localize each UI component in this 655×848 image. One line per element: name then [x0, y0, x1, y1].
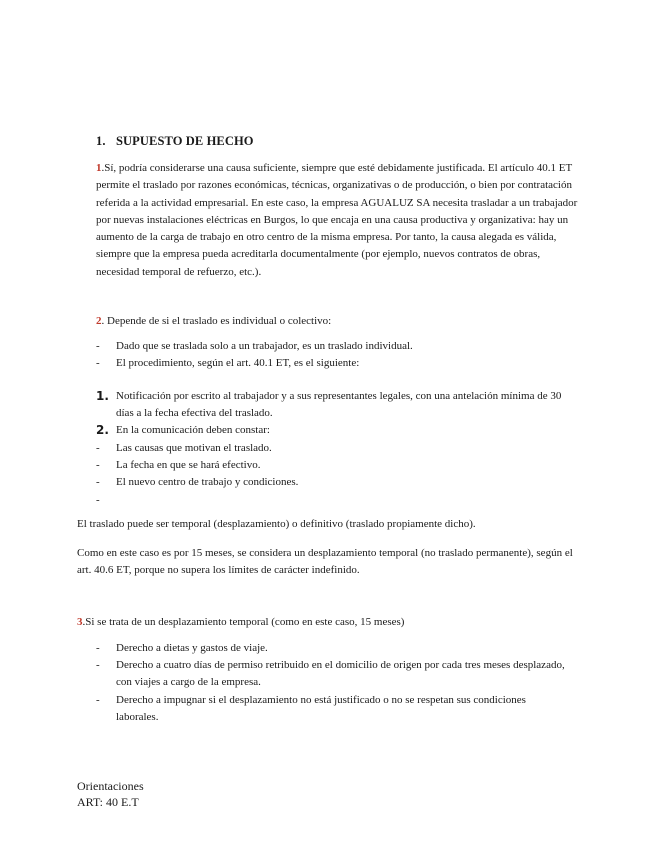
answer-1-text: .Sí, podría considerarse una causa suficiente, siempre que esté debidamente justificada. El artículo 40.1 ET permite el traslado por razones económicas, técnicas, organizativas o de producción, o bien por contratación referida a la actividad empresarial. En este caso, la empresa AGUALUZ SA necesita trasladar a un trabajador por nuevas instalaciones eléctricas en Burgos, lo que encaja en una causa productiva y organizativa: hay un aumento de la carga de trabajo en otro centro de la misma empresa. Por tanto, la causa alegada es válida, siempre que la empresa pueda acreditarla documentalmente (por ejemplo, nuevos contratos de obras, necesidad temporal de refuerzo, etc.).	[96, 162, 578, 278]
list-item: - Derecho a dietas y gastos de viaje.	[96, 640, 570, 657]
section-number: 1.	[96, 134, 106, 148]
footer-article: ART: 40 E.T	[77, 795, 139, 809]
answer-1	[96, 160, 580, 281]
answer-3-bullets	[96, 640, 570, 726]
procedure-step	[96, 388, 580, 422]
communication-contents	[96, 440, 580, 492]
answer-2-intro	[96, 313, 580, 330]
list-item: - El nuevo centro de trabajo y condiciones.	[96, 474, 580, 491]
answer-1-number: 1	[96, 162, 102, 174]
list-item: - Las causas que motivan el traslado.	[96, 440, 580, 457]
answer-3-number: 3	[77, 616, 83, 628]
step-number: 1.	[96, 389, 109, 403]
list-item: - El procedimiento, según el art. 40.1 ET, es el siguiente:	[96, 355, 580, 372]
list-item: - Dado que se traslada solo a un trabajador, es un traslado individual.	[96, 338, 580, 355]
list-item: - La fecha en que se hará efectivo.	[96, 457, 580, 474]
transfer-type-paragraph: El traslado puede ser temporal (desplazamiento) o definitivo (traslado propiamente dicho).	[77, 518, 476, 530]
case-paragraph: Como en este caso es por 15 meses, se considera un desplazamiento temporal (no traslado permanente), según el art. 40.6 ET, porque no supera los límites de carácter indefinido.	[77, 547, 573, 577]
answer-2-bullets	[96, 338, 580, 372]
footer-orientaciones: Orientaciones	[77, 779, 144, 793]
list-item: - Derecho a cuatro días de permiso retribuido en el domicilio de origen por cada tres meses desplazado, con viajes a cargo de la empresa.	[96, 657, 570, 691]
section-title-text: SUPUESTO DE HECHO	[116, 134, 254, 148]
answer-3-intro	[77, 614, 577, 631]
step-text: En la comunicación deben constar:	[116, 424, 270, 436]
answer-3-intro-text: .Si se trata de un desplazamiento temporal (como en este caso, 15 meses)	[82, 616, 405, 628]
procedure-step	[96, 422, 580, 439]
step-number: 2.	[96, 423, 109, 437]
answer-2-number: 2	[96, 315, 102, 327]
step-text: Notificación por escrito al trabajador y a sus representantes legales, con una antelación mínima de 30 días a la fecha efectiva del traslado.	[116, 390, 562, 419]
answer-2-intro-text: . Depende de si el traslado es individual o colectivo:	[101, 315, 332, 327]
list-item: - Derecho a impugnar si el desplazamiento no está justificado o no se respetan sus condiciones laborales.	[96, 692, 570, 726]
section-title	[96, 134, 254, 149]
